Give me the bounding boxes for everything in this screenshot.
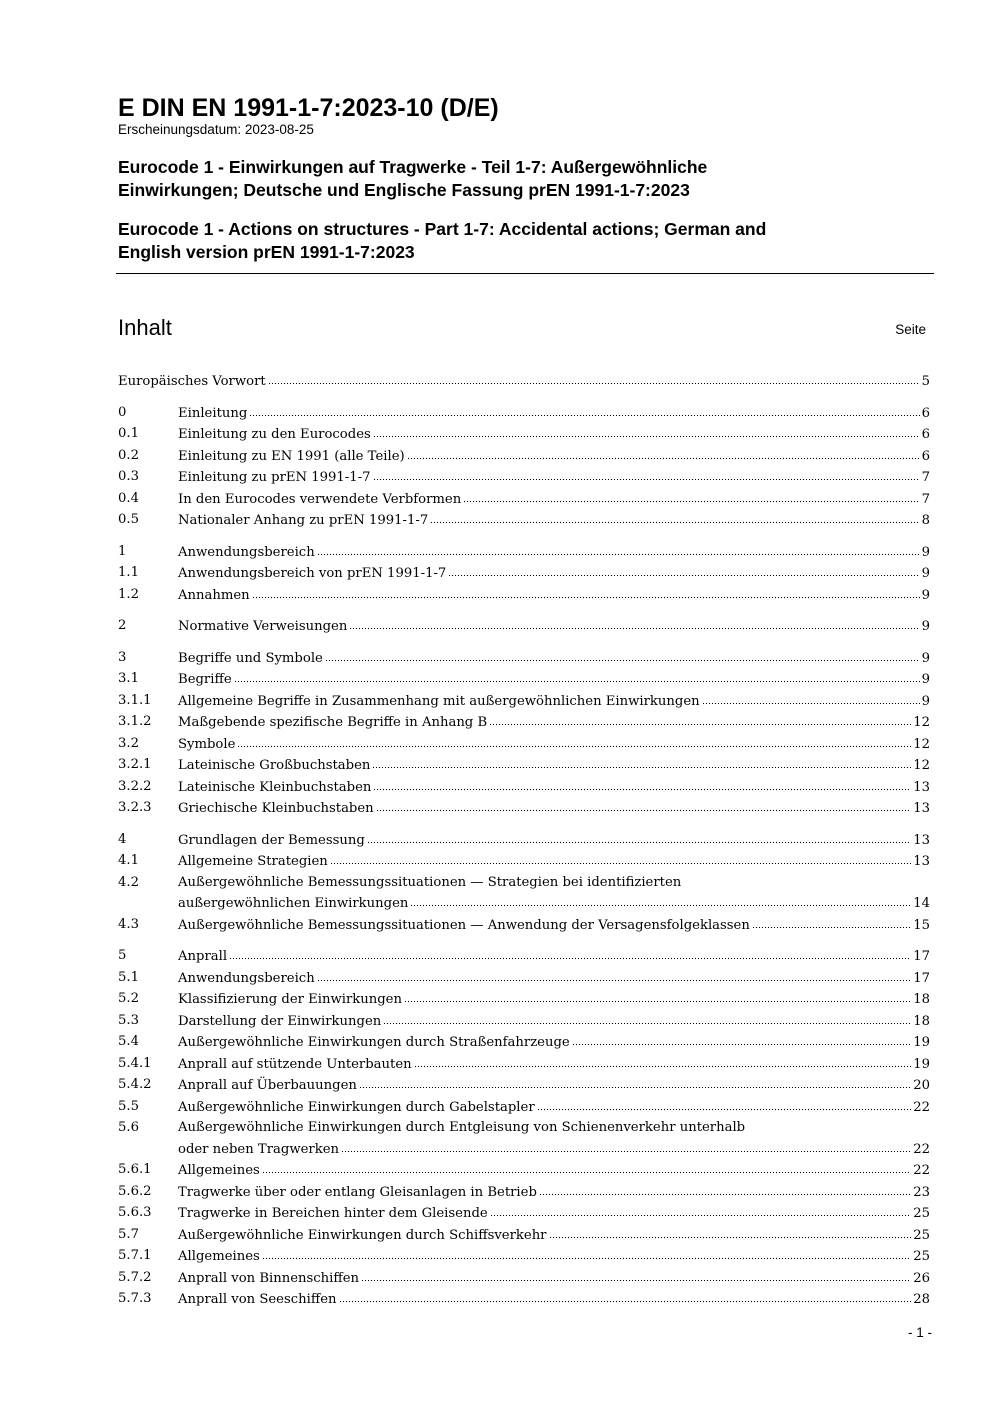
toc-entry[interactable] (118, 446, 930, 468)
toc-entry-title: Begriffe (178, 672, 232, 687)
toc-entry[interactable] (118, 489, 930, 511)
toc-entry-number: 5.6 (118, 1120, 139, 1135)
toc-entry-page: 7 (921, 470, 930, 485)
toc-leader-dots (234, 669, 920, 683)
toc-entry-body (178, 755, 930, 777)
toc-entry[interactable] (118, 585, 930, 607)
toc-entry-page: 13 (913, 854, 930, 869)
toc-leader-dots (339, 1289, 912, 1303)
toc-entry-body (178, 1203, 930, 1225)
toc-entry[interactable] (118, 851, 930, 873)
title-english (118, 218, 934, 264)
toc-entry[interactable] (118, 777, 930, 799)
toc-entry-body (178, 691, 930, 713)
toc-entry[interactable] (118, 734, 930, 756)
toc-entry-page: 28 (913, 1292, 930, 1307)
title-english-line-1: Eurocode 1 - Actions on structures - Part 1-7: Accidental actions; German and (118, 219, 767, 239)
toc-leader-dots (317, 968, 912, 982)
toc-entry-number: 3.2 (118, 735, 139, 751)
toc-entry-title: Tragwerke in Bereichen hinter dem Gleisende (178, 1206, 488, 1221)
toc-entry-page: 9 (921, 566, 930, 581)
toc-entry-number: 4.2 (118, 874, 139, 890)
toc-entry-page: 9 (921, 693, 930, 709)
toc-entry-title: oder neben Tragwerken (178, 1141, 339, 1157)
toc-entry-title: Klassifizierung der Einwirkungen (178, 992, 402, 1007)
toc-entry[interactable] (118, 1032, 930, 1054)
toc-entry-page: 26 (913, 1270, 930, 1286)
toc-entry-body (178, 946, 930, 968)
toc-leader-dots (330, 851, 911, 865)
toc-entry-body (178, 424, 930, 446)
toc-entry-number: 3.1.1 (118, 692, 152, 708)
toc-entry-title: Lateinische Kleinbuchstaben (178, 779, 372, 795)
toc-entry-page: 7 (921, 491, 930, 507)
toc-entry[interactable] (118, 1182, 930, 1204)
toc-entry-title: außergewöhnlichen Einwirkungen (178, 896, 409, 911)
toc-entry-page: 19 (913, 1035, 930, 1050)
toc-entry-page: 13 (913, 779, 930, 795)
toc-entry-number: 3 (118, 649, 127, 665)
toc-entry-number: 5.6.2 (118, 1183, 152, 1199)
toc-entry-body (178, 510, 930, 532)
toc-entry[interactable] (118, 798, 930, 820)
toc-entry[interactable] (118, 1289, 930, 1311)
toc-entry-page: 20 (913, 1078, 930, 1093)
toc-leader-dots (572, 1032, 912, 1046)
toc-entry-number: 5 (118, 948, 127, 963)
toc-entry-page: 17 (913, 949, 930, 964)
toc-entry-number: 5.6.1 (118, 1162, 152, 1177)
toc-leader-dots (268, 371, 920, 385)
toc-entry-body (178, 712, 930, 734)
toc-heading-row (118, 314, 926, 344)
toc-entry-body (178, 467, 930, 489)
toc-entry-body (178, 542, 930, 564)
table-of-contents (118, 371, 930, 1311)
toc-entry[interactable] (118, 1225, 930, 1247)
toc-title: Inhalt (118, 315, 172, 340)
toc-leader-dots (325, 648, 920, 662)
toc-entry-page: 12 (913, 736, 930, 752)
toc-entry-number: 0.1 (118, 426, 139, 441)
toc-entry-number: 5.5 (118, 1098, 139, 1114)
toc-leader-dots (448, 563, 919, 577)
toc-entry-body (178, 585, 930, 607)
toc-entry-title: Anprall auf Überbauungen (178, 1078, 357, 1093)
toc-entry-title: Allgemeines (178, 1249, 260, 1264)
toc-entry-page: 22 (913, 1163, 930, 1178)
toc-entry[interactable] (118, 467, 930, 489)
toc-entry-title: Darstellung der Einwirkungen (178, 1013, 382, 1029)
toc-entry[interactable] (118, 755, 930, 777)
toc-entry-title: Anwendungsbereich von prEN 1991-1-7 (178, 566, 447, 581)
toc-entry[interactable] (118, 1075, 930, 1097)
toc-entry[interactable] (118, 946, 930, 968)
toc-entry-page: 6 (921, 448, 930, 464)
toc-entry-number: 1.2 (118, 586, 139, 602)
toc-entry-number: 3.1 (118, 671, 139, 686)
toc-entry-number: 1.1 (118, 565, 139, 580)
toc-entry-number: 5.1 (118, 969, 139, 985)
toc-leader-dots (229, 946, 911, 960)
toc-entry[interactable] (118, 1203, 930, 1225)
toc-entry-title: Einleitung zu den Eurocodes (178, 427, 371, 442)
toc-entry-body (178, 616, 930, 638)
toc-entry-number: 3.2.3 (118, 800, 152, 815)
toc-entry-title: Annahmen (178, 587, 250, 603)
toc-entry-body (178, 1268, 930, 1290)
toc-entry-title: Anprall (178, 949, 228, 964)
toc-entry-title: Nationaler Anhang zu prEN 1991-1-7 (178, 513, 429, 528)
toc-leader-dots (383, 1011, 911, 1025)
toc-entry-title: Außergewöhnliche Einwirkungen durch Gabelstapler (178, 1099, 535, 1115)
toc-entry-page: 25 (913, 1206, 930, 1221)
title-german (118, 156, 934, 202)
toc-entry-page: 23 (913, 1184, 930, 1200)
document-header (118, 94, 934, 264)
toc-entry-title: Allgemeine Begriffe in Zusammenhang mit außergewöhnlichen Einwirkungen (178, 693, 700, 709)
toc-entry-number: 5.3 (118, 1012, 139, 1028)
toc-entry-page: 12 (913, 715, 930, 730)
toc-entry-body (178, 915, 930, 937)
toc-entry-body (178, 563, 930, 585)
toc-leader-dots (490, 1203, 912, 1217)
toc-entry-number: 5.7.3 (118, 1291, 152, 1306)
toc-leader-dots (237, 734, 911, 748)
toc-entry-page: 9 (921, 672, 930, 687)
toc-entry-title: Europäisches Vorwort (118, 374, 266, 389)
toc-entry-title: Griechische Kleinbuchstaben (178, 801, 374, 816)
toc-leader-dots (317, 542, 920, 556)
toc-entry-number: 3.2.1 (118, 757, 152, 772)
toc-entry-title: Anprall von Binnenschiffen (178, 1270, 360, 1286)
toc-entry-body (178, 1011, 930, 1033)
toc-leader-dots (549, 1225, 912, 1239)
toc-entry[interactable] (118, 563, 930, 585)
toc-entry-body (178, 968, 930, 990)
toc-entry-page: 9 (921, 619, 930, 634)
toc-entry-number: 5.4.1 (118, 1055, 152, 1071)
toc-entry-number: 1 (118, 543, 127, 559)
publication-date: Erscheinungsdatum: 2023-08-25 (118, 122, 314, 137)
toc-entry-page: 9 (921, 544, 930, 560)
toc-entry-body (178, 989, 930, 1011)
toc-entry[interactable] (118, 1160, 930, 1182)
toc-entry-body (178, 648, 930, 670)
toc-entry-title: Maßgebende spezifische Begriffe in Anhang B (178, 715, 488, 730)
toc-entry-number: 5.7 (118, 1226, 139, 1242)
toc-leader-dots (349, 616, 919, 630)
toc-entry-body (178, 798, 930, 820)
toc-entry-title: Außergewöhnliche Einwirkungen durch Schiffsverkehr (178, 1227, 547, 1243)
toc-leader-dots (341, 1139, 911, 1153)
toc-entry-number: 4 (118, 831, 127, 847)
toc-entry[interactable] (118, 510, 930, 532)
toc-entry-number: 5.4 (118, 1034, 139, 1049)
toc-entry-title: Anprall auf stützende Unterbauten (178, 1056, 412, 1072)
toc-entry-title: Grundlagen der Bemessung (178, 832, 365, 848)
toc-page-column-label: Seite (895, 322, 926, 337)
toc-entry-number: 5.4.2 (118, 1077, 152, 1092)
title-german-line-1: Eurocode 1 - Einwirkungen auf Tragwerke - Teil 1-7: Außergewöhnliche (118, 157, 708, 177)
toc-leader-dots (252, 585, 920, 599)
toc-entry-number: 5.7.2 (118, 1269, 152, 1285)
toc-entry[interactable] (118, 403, 930, 425)
toc-entry-title: Tragwerke über oder entlang Gleisanlagen in Betrieb (178, 1184, 537, 1200)
toc-entry-title: Einleitung zu prEN 1991-1-7 (178, 470, 371, 485)
toc-entry-title: Einleitung zu EN 1991 (alle Teile) (178, 448, 405, 464)
toc-entry-title: Anprall von Seeschiffen (178, 1292, 337, 1307)
toc-entry-body (178, 1054, 930, 1076)
toc-leader-dots (407, 446, 920, 460)
toc-entry-page: 5 (921, 374, 930, 389)
toc-entry[interactable] (118, 669, 930, 691)
toc-entry[interactable] (118, 1011, 930, 1033)
toc-entry-title: Allgemeines (178, 1163, 260, 1178)
toc-leader-dots (373, 777, 911, 791)
toc-leader-dots (430, 510, 919, 524)
toc-entry[interactable] (118, 424, 930, 446)
toc-entry-body (178, 1160, 930, 1182)
toc-entry-body (178, 1246, 930, 1268)
toc-entry[interactable] (118, 371, 930, 393)
toc-entry-title: Anwendungsbereich (178, 544, 315, 560)
toc-entry-body (178, 1118, 930, 1160)
toc-entry-page: 22 (913, 1099, 930, 1115)
toc-entry-number: 5.2 (118, 991, 139, 1006)
toc-entry-title: Außergewöhnliche Bemessungssituationen — Anwendung der Versagensfolgeklassen (178, 917, 750, 933)
toc-entry-title: Einleitung (178, 405, 248, 421)
toc-entry-title: Lateinische Großbuchstaben (178, 758, 371, 773)
toc-entry-body (178, 1075, 930, 1097)
toc-entry-page: 13 (913, 801, 930, 816)
toc-entry-page: 25 (913, 1227, 930, 1243)
toc-entry-number: 3.1.2 (118, 714, 152, 729)
toc-entry-number: 4.1 (118, 853, 139, 868)
toc-entry[interactable] (118, 1246, 930, 1268)
toc-leader-dots (702, 691, 920, 705)
toc-entry-number: 4.3 (118, 916, 139, 932)
toc-leader-dots (376, 798, 912, 812)
toc-leader-dots (359, 1075, 911, 1089)
title-english-line-2: English version prEN 1991-1-7:2023 (118, 242, 415, 262)
toc-entry-body (178, 851, 930, 873)
toc-entry-number: 0.5 (118, 512, 139, 527)
toc-entry[interactable] (118, 691, 930, 713)
toc-entry-page: 15 (913, 917, 930, 933)
toc-leader-dots (489, 712, 911, 726)
toc-leader-dots (537, 1097, 912, 1111)
toc-entry-number: 0.4 (118, 490, 139, 506)
toc-entry-page: 25 (913, 1249, 930, 1264)
toc-entry-body (178, 873, 930, 915)
toc-entry[interactable] (118, 712, 930, 734)
toc-entry-page: 22 (913, 1141, 930, 1157)
toc-entry-number: 5.7.1 (118, 1248, 152, 1263)
toc-entry-page: 6 (921, 405, 930, 421)
toc-entry-body (178, 489, 930, 511)
toc-entry-page: 18 (913, 1013, 930, 1029)
toc-leader-dots (539, 1182, 911, 1196)
toc-entry[interactable] (118, 1054, 930, 1076)
toc-leader-dots (262, 1246, 911, 1260)
toc-leader-dots (463, 489, 919, 503)
toc-entry[interactable] (118, 1118, 930, 1160)
toc-entry-title: Symbole (178, 736, 236, 752)
toc-entry-body (178, 403, 930, 425)
toc-entry[interactable] (118, 648, 930, 670)
toc-entry-number: 0.3 (118, 469, 139, 484)
toc-entry-body (118, 371, 930, 393)
toc-entry-page: 14 (913, 896, 930, 911)
toc-entry-body (178, 1289, 930, 1311)
document-id: E DIN EN 1991-1-7:2023-10 (D/E) (118, 94, 499, 122)
toc-entry-title: Außergewöhnliche Einwirkungen durch Straßenfahrzeuge (178, 1035, 570, 1050)
toc-leader-dots (410, 893, 911, 907)
toc-entry-body (178, 1182, 930, 1204)
page-number: - 1 - (907, 1325, 932, 1340)
toc-entry[interactable] (118, 968, 930, 990)
toc-leader-dots (361, 1268, 911, 1282)
toc-entry-page: 6 (921, 427, 930, 442)
toc-leader-dots (404, 989, 911, 1003)
toc-leader-dots (752, 915, 911, 929)
toc-entry-page: 19 (913, 1056, 930, 1072)
toc-entry-page: 13 (913, 832, 930, 848)
toc-entry-body (178, 734, 930, 756)
toc-entry-number: 3.2.2 (118, 778, 152, 794)
toc-entry[interactable] (118, 616, 930, 638)
toc-entry-title: Anwendungsbereich (178, 970, 315, 986)
toc-entry-page: 8 (921, 513, 930, 528)
toc-entry-number: 0.2 (118, 447, 139, 463)
toc-entry-title: Allgemeine Strategien (178, 854, 328, 869)
toc-leader-dots (249, 403, 919, 417)
toc-entry-page: 9 (921, 587, 930, 603)
toc-entry-body (178, 830, 930, 852)
toc-entry-title: Normative Verweisungen (178, 619, 348, 634)
toc-entry-body (178, 1225, 930, 1247)
toc-leader-dots (262, 1160, 911, 1174)
toc-entry-title: Begriffe und Symbole (178, 650, 323, 666)
toc-entry-page: 9 (921, 650, 930, 666)
toc-entry-number: 2 (118, 618, 127, 633)
toc-leader-dots (373, 424, 920, 438)
toc-entry[interactable] (118, 542, 930, 564)
toc-leader-dots (372, 755, 911, 769)
toc-entry-number: 5.6.3 (118, 1205, 152, 1220)
toc-leader-dots (414, 1054, 912, 1068)
toc-entry[interactable] (118, 989, 930, 1011)
title-german-line-2: Einwirkungen; Deutsche und Englische Fassung prEN 1991-1-7:2023 (118, 180, 690, 200)
toc-entry-body (178, 1097, 930, 1119)
toc-entry-title-line-1: Außergewöhnliche Einwirkungen durch Entgleisung von Schienenverkehr unterhalb (178, 1120, 746, 1135)
toc-entry[interactable] (118, 1268, 930, 1290)
toc-entry[interactable] (118, 915, 930, 937)
toc-entry-number: 0 (118, 404, 127, 420)
toc-entry[interactable] (118, 873, 930, 915)
toc-entry[interactable] (118, 1097, 930, 1119)
toc-entry-body (178, 669, 930, 691)
toc-entry-title-line-1: Außergewöhnliche Bemessungssituationen — Strategien bei identifizierten (178, 874, 682, 890)
toc-entry-page: 12 (913, 758, 930, 773)
toc-leader-dots (373, 467, 920, 481)
toc-entry-page: 17 (913, 970, 930, 986)
toc-entry[interactable] (118, 830, 930, 852)
toc-entry-body (178, 1032, 930, 1054)
header-divider (116, 273, 934, 274)
toc-entry-body (178, 446, 930, 468)
toc-entry-body (178, 777, 930, 799)
toc-entry-page: 18 (913, 992, 930, 1007)
toc-leader-dots (367, 830, 911, 844)
toc-entry-title: In den Eurocodes verwendete Verbformen (178, 491, 462, 507)
